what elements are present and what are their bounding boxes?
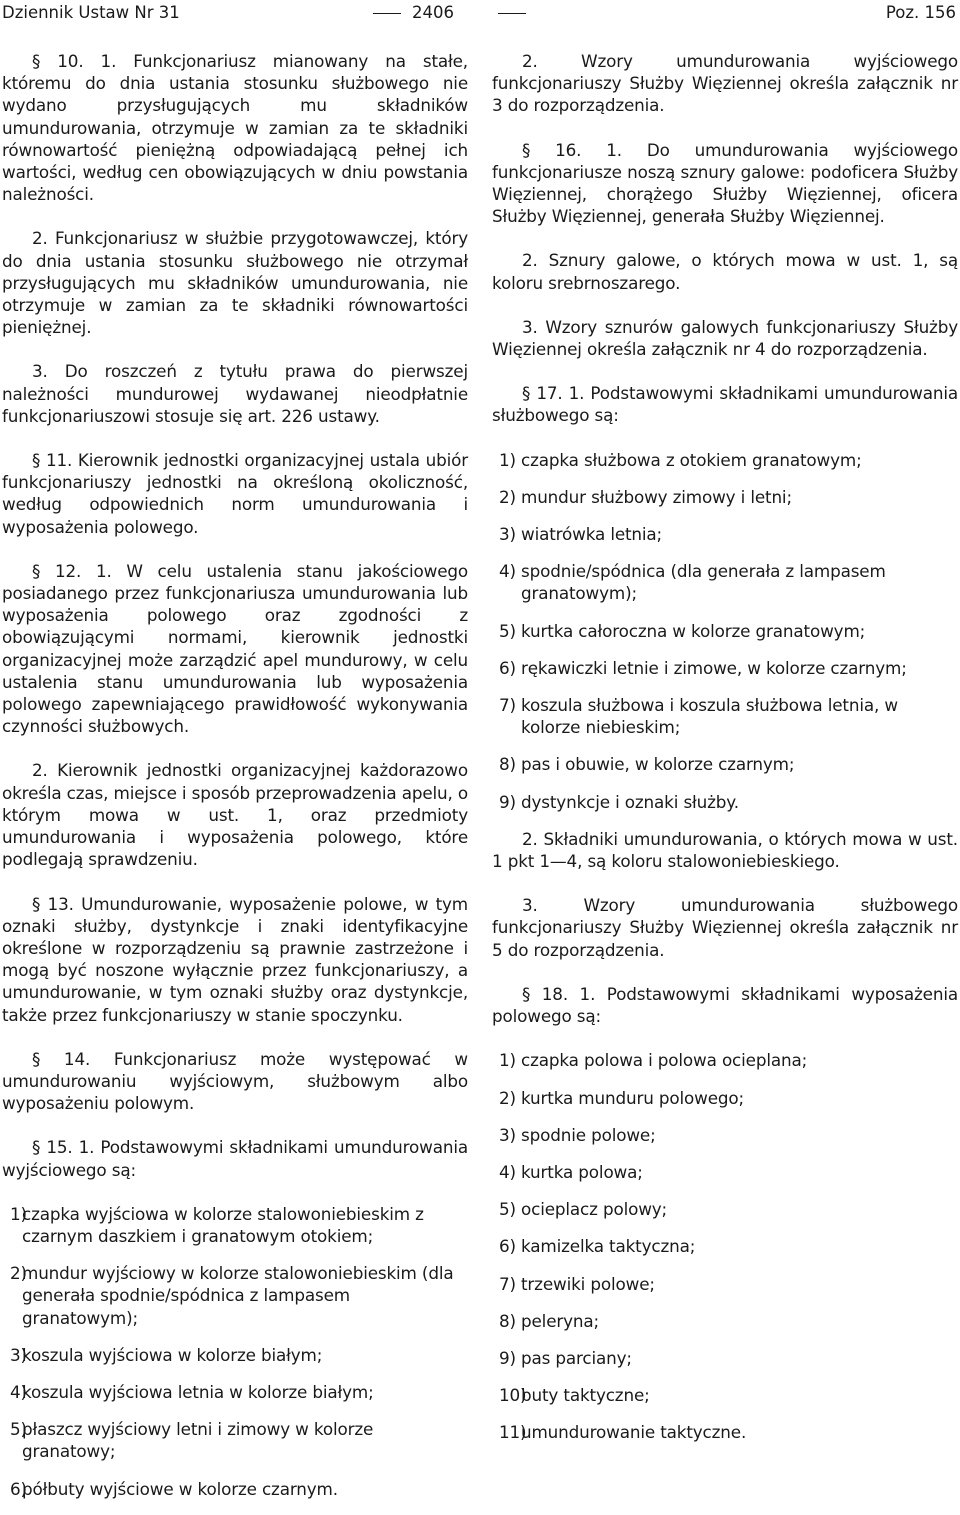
paragraph-text: § 15. 1. Podstawowymi składnikami umundurowania wyjściowego są: (2, 1137, 468, 1180)
list-item-number: 11) (499, 1422, 527, 1443)
paragraph-text: § 16. 1. Do umundurowania wyjściowego funkcjonariusze noszą sznury galowe: podoficera Służby Więziennej, chorążego Służby Więziennej, oficera Służby Więziennej, generała Służby Więziennej. (492, 139, 958, 227)
list-item (492, 753, 958, 775)
list-item-number: 3) (10, 1344, 27, 1365)
paragraph (492, 983, 958, 1027)
list-item-text: kamizelka taktyczna; (521, 1236, 696, 1257)
paragraph (2, 50, 468, 205)
list-item (492, 1384, 958, 1406)
list-item-number: 9) (499, 1347, 516, 1368)
list-item-number: 6) (499, 1236, 516, 1257)
list-item-number: 6) (499, 657, 516, 678)
paragraph (492, 382, 958, 426)
paragraph (2, 227, 468, 338)
list-item-text: mundur służbowy zimowy i letni; (521, 486, 792, 507)
page-header (0, 0, 960, 30)
list-item-text: trzewiki polowe; (521, 1273, 655, 1294)
left-column (2, 50, 468, 1515)
list-item-text: koszula służbowa i koszula służbowa letnia, w kolorze niebieskim; (521, 695, 898, 738)
paragraph-text: § 18. 1. Podstawowymi składnikami wyposażenia polowego są: (492, 983, 958, 1027)
list-item-text: wiatrówka letnia; (521, 524, 663, 545)
paragraph-text: 3. Wzory umundurowania służbowego funkcjonariuszy Służby Więziennej określa załącznik nr 5 do rozporządzenia. (492, 895, 958, 960)
list-item-text: dystynkcje i oznaki służby. (521, 791, 739, 812)
list-item-text: czapka wyjściowa w kolorze stalowoniebieskim z czarnym daszkiem i granatowym otokiem; (22, 1203, 424, 1246)
list-item-number: 9) (499, 791, 516, 812)
paragraph-text: 3. Wzory sznurów galowych funkcjonariuszy Służby Więziennej określa załącznik nr 4 do rozporządzenia. (492, 316, 958, 360)
list-item-text: pas parciany; (521, 1347, 632, 1368)
paragraph-text: 3. Do roszczeń z tytułu prawa do pierwszej należności mundurowej wydawanej nieodpłatnie funkcjonariuszowi stosuje się art. 226 ustawy. (2, 361, 468, 426)
list-item-text: półbuty wyjściowe w kolorze czarnym. (22, 1478, 338, 1499)
list-item (492, 657, 958, 679)
list-item-number: 1) (499, 1050, 516, 1071)
position-label: Poz. 156 (885, 3, 956, 22)
list-item (492, 560, 958, 604)
list-item-number: 8) (499, 754, 516, 775)
list-item-number: 4) (10, 1381, 27, 1402)
paragraph-text: § 10. 1. Funkcjonariusz mianowany na stałe, któremu do dnia ustania stosunku służbowego nie wydano przysługujących mu składników umundurowania, otrzymuje w zamian za te składniki równowartość pieniężną odpowiadającą pełnej ich wartości, według cen obowiązujących w dniu powstania należności. (2, 51, 468, 205)
list-item (492, 1347, 958, 1369)
list-item-text: pas i obuwie, w kolorze czarnym; (521, 754, 795, 775)
list-item-text: kurtka polowa; (521, 1161, 643, 1182)
paragraph-text: § 17. 1. Podstawowymi składnikami umundurowania służbowego są: (492, 383, 958, 426)
list-item (2, 1418, 468, 1462)
list-item-number: 2) (499, 1087, 516, 1108)
list-item (492, 1161, 958, 1183)
list-item-number: 5) (499, 620, 516, 641)
list-item-number: 2) (10, 1263, 27, 1284)
paragraph-text: 2. Funkcjonariusz w służbie przygotowawczej, który do dnia ustania stosunku służbowego nie otrzymał przysługujących mu składników umundurowania, nie otrzymuje w zamian za te składniki równowartości pieniężnej. (2, 228, 468, 338)
list-item-number: 10) (499, 1385, 527, 1406)
paragraph (492, 828, 958, 872)
list-item-number: 1) (10, 1203, 27, 1224)
list-item (2, 1478, 468, 1500)
list-item-number: 8) (499, 1310, 516, 1331)
list-item-text: spodnie polowe; (521, 1124, 656, 1145)
paragraph (492, 139, 958, 228)
list-item (492, 523, 958, 545)
list-item-text: mundur wyjściowy w kolorze stalowoniebieskim (dla generała spodnie/spódnica z lampasem granatowym); (22, 1263, 454, 1328)
paragraph (492, 249, 958, 293)
list-item (492, 1421, 958, 1443)
list-item-text: umundurowanie taktyczne. (521, 1422, 747, 1443)
list-item (2, 1381, 468, 1403)
paragraph-text: 2. Składniki umundurowania, o których mowa w ust. 1 pkt 1—4, są koloru stalowoniebieskiego. (492, 828, 958, 872)
list-item-number: 7) (499, 1273, 516, 1294)
list-item-number: 7) (499, 695, 516, 716)
list-item-text: peleryna; (521, 1310, 600, 1331)
paragraph-text: § 12. 1. W celu ustalenia stanu jakościowego posiadanego przez funkcjonariusza umundurowania lub wyposażenia polowego oraz zgodności z obowiązującymi normami, kierownik jednostki organizacyjnej może zarządzić apel mundurowy, w celu ustalenia stanu umundurowania lub wyposażenia polowego zapewniającego prawidłowość wykonywania czynności służbowych. (2, 560, 468, 737)
list-item (492, 620, 958, 642)
page-number-rule-right (498, 13, 526, 14)
journal-title: Dziennik Ustaw Nr 31 (2, 3, 180, 22)
list-item (2, 1262, 468, 1329)
list-item-text: płaszcz wyjściowy letni i zimowy w kolorze granatowy; (22, 1419, 374, 1462)
list-item-text: kurtka munduru polowego; (521, 1087, 745, 1108)
list-item-text: czapka służbowa z otokiem granatowym; (521, 449, 862, 470)
page-number-rule-left (373, 13, 401, 14)
paragraph-text: § 11. Kierownik jednostki organizacyjnej ustala ubiór funkcjonariuszy jednostki na określoną okoliczność, według odpowiednich norm umundurowania i wyposażenia polowego. (2, 450, 468, 537)
list-item-text: ocieplacz polowy; (521, 1199, 668, 1220)
list-item (492, 791, 958, 813)
page-number: 2406 (412, 3, 454, 22)
list-item (2, 1344, 468, 1366)
list-item-number: 4) (499, 1161, 516, 1182)
list-item-number: 6) (10, 1478, 27, 1499)
list-item-text: koszula wyjściowa w kolorze białym; (22, 1344, 323, 1365)
paragraph-text: 2. Wzory umundurowania wyjściowego funkcjonariuszy Służby Więziennej określa załącznik nr 3 do rozporządzenia. (492, 51, 958, 116)
list-item (2, 1203, 468, 1247)
list-item-number: 4) (499, 561, 516, 582)
paragraph (2, 1048, 468, 1115)
list-item (492, 1273, 958, 1295)
list-item-text: rękawiczki letnie i zimowe, w kolorze czarnym; (521, 657, 907, 678)
list-item-text: koszula wyjściowa letnia w kolorze białym; (22, 1381, 374, 1402)
paragraph (492, 316, 958, 360)
paragraph (2, 759, 468, 870)
paragraph (2, 449, 468, 538)
list-item-number: 1) (499, 449, 516, 470)
list-item (492, 694, 958, 738)
list-item (492, 1087, 958, 1109)
list-item (492, 1124, 958, 1146)
list-item-text: spodnie/spódnica (dla generała z lampasem granatowym); (521, 561, 886, 604)
list-item-number: 3) (499, 524, 516, 545)
paragraph (2, 893, 468, 1026)
list-item-number: 5) (10, 1419, 27, 1440)
paragraph (2, 560, 468, 738)
list-item (492, 449, 958, 471)
list-item-text: buty taktyczne; (521, 1385, 650, 1406)
paragraph-text: 2. Kierownik jednostki organizacyjnej każdorazowo określa czas, miejsce i sposób przeprowadzenia apelu, o którym mowa w ust. 1, oraz przedmioty umundurowania i wyposażenia polowego, które podlegają sprawdzeniu. (2, 760, 468, 870)
list-item-number: 5) (499, 1199, 516, 1220)
paragraph (492, 50, 958, 117)
paragraph-text: § 14. Funkcjonariusz może występować w umundurowaniu wyjściowym, służbowym albo wyposażeniu polowym. (2, 1048, 468, 1114)
paragraph (2, 1136, 468, 1180)
paragraph-text: § 13. Umundurowanie, wyposażenie polowe, w tym oznaki służby, dystynkcje i znaki identyfikacyjne określone w rozporządzeniu są prawnie zastrzeżone i mogą być noszone wyłącznie przez funkcjonariuszy, a umundurowanie, w tym oznaki służby oraz dystynkcje, także przez funkcjonariuszy w stanie spoczynku. (2, 893, 468, 1025)
list-item (492, 1235, 958, 1257)
list-item-number: 2) (499, 486, 516, 507)
list-item-text: kurtka całoroczna w kolorze granatowym; (521, 620, 866, 641)
paragraph (492, 894, 958, 961)
list-item (492, 1198, 958, 1220)
list-item-number: 3) (499, 1124, 516, 1145)
list-item-text: czapka polowa i polowa ocieplana; (521, 1050, 808, 1071)
list-item (492, 1049, 958, 1071)
list-item (492, 1310, 958, 1332)
paragraph (2, 360, 468, 427)
list-item (492, 486, 958, 508)
paragraph-text: 2. Sznury galowe, o których mowa w ust. 1, są koloru srebrnoszarego. (492, 250, 958, 293)
right-column (492, 50, 958, 1459)
